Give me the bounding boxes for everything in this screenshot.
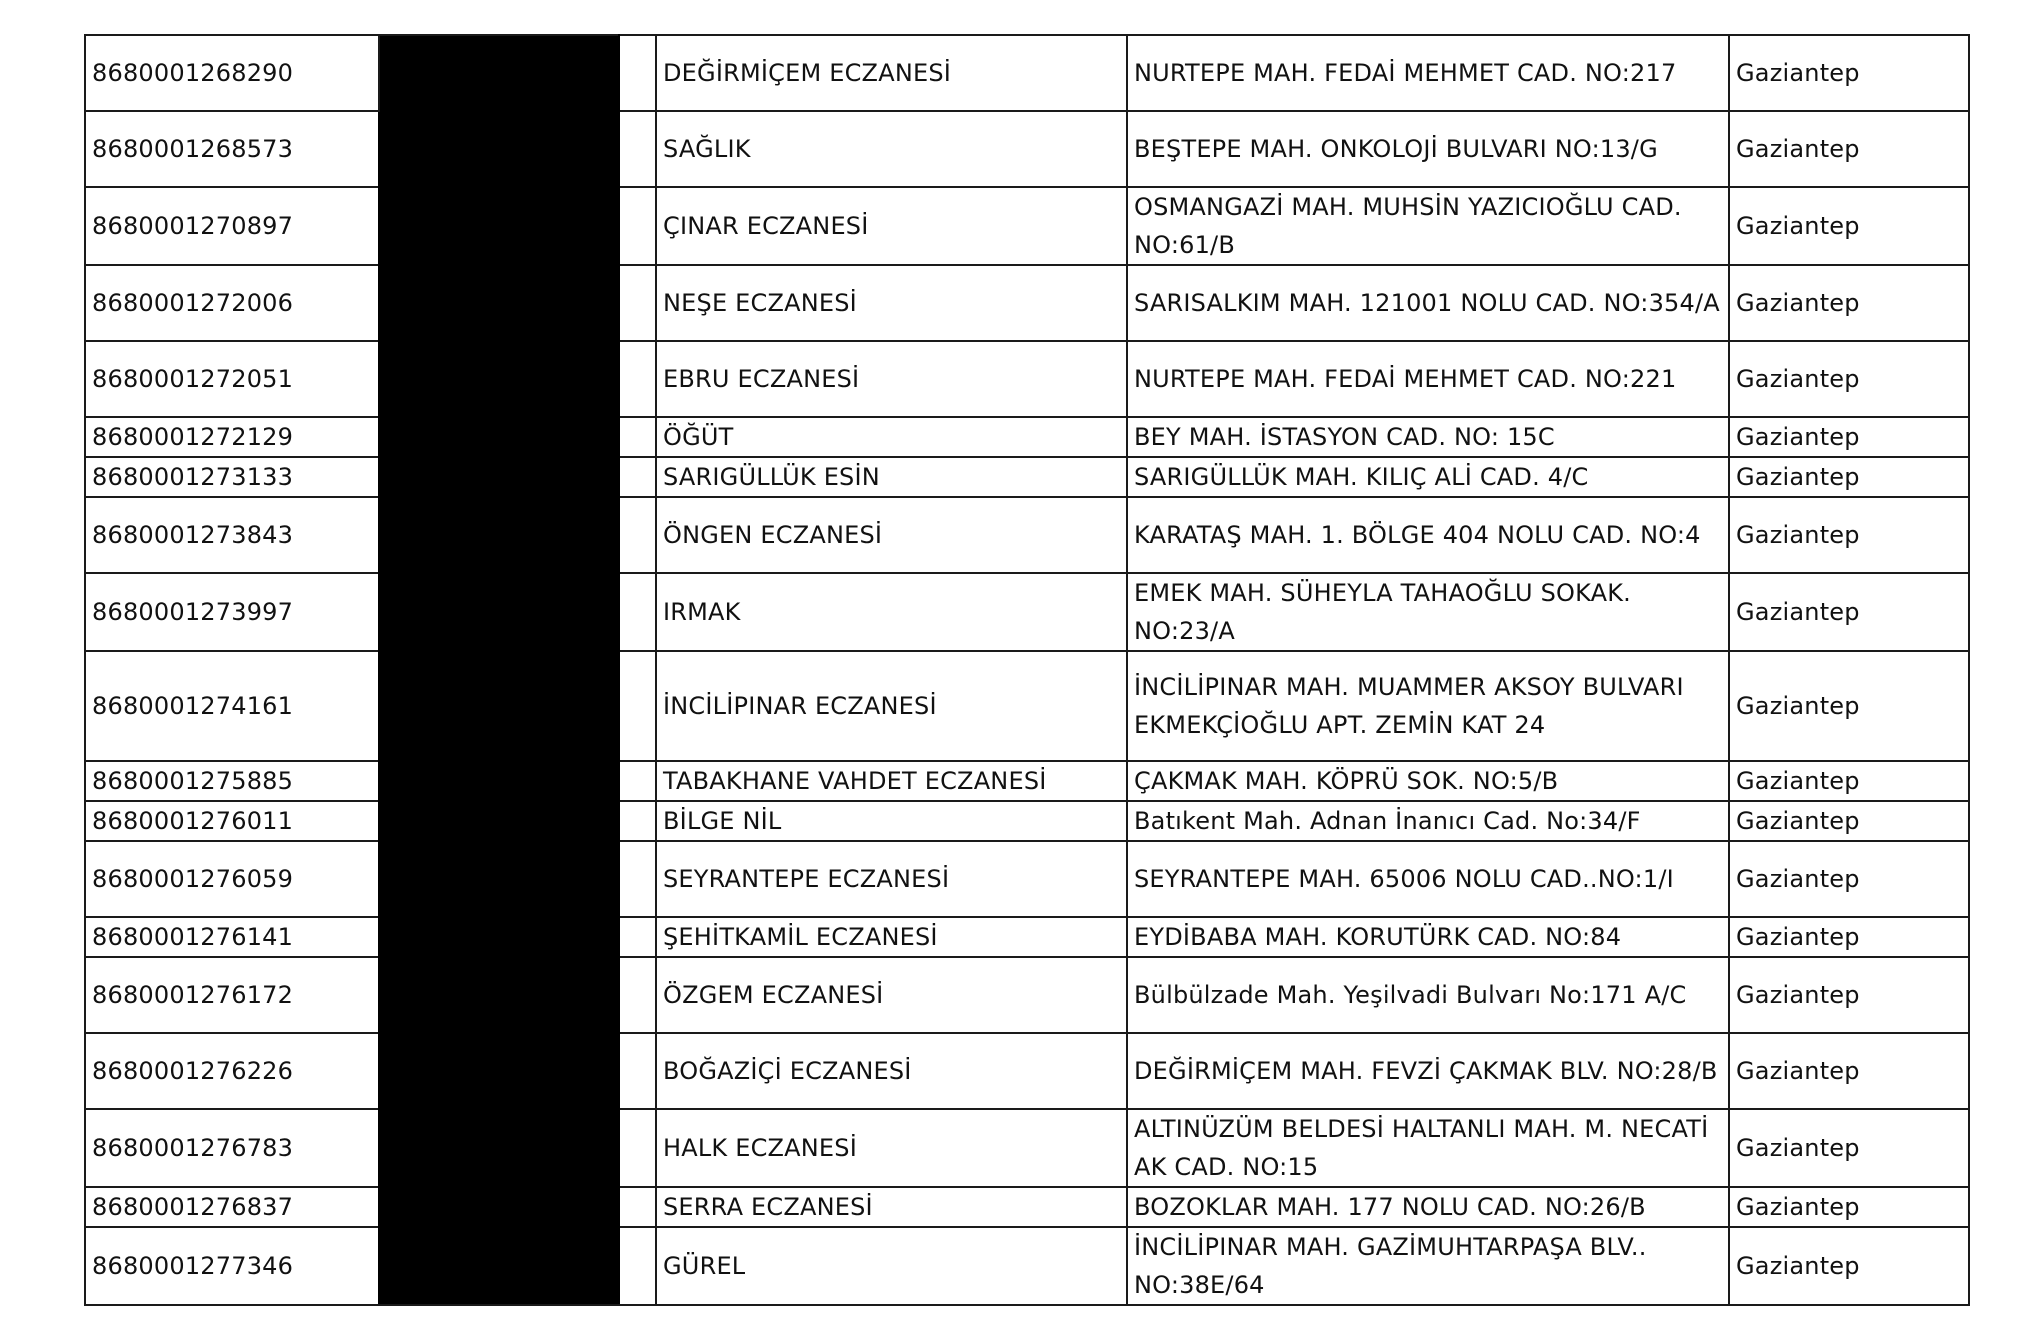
pharmacy-name-cell: ÖNGEN ECZANESİ	[656, 497, 1127, 573]
barcode-cell: 8680001275885	[85, 761, 379, 801]
city-cell: Gaziantep	[1729, 1187, 1969, 1227]
blank-cell	[619, 35, 656, 111]
address-cell: BEY MAH. İSTASYON CAD. NO: 15C	[1127, 417, 1729, 457]
table-row	[85, 187, 1969, 265]
city-cell: Gaziantep	[1729, 957, 1969, 1033]
city-cell: Gaziantep	[1729, 1227, 1969, 1305]
blank-cell	[619, 761, 656, 801]
blank-cell	[619, 265, 656, 341]
table-row	[85, 341, 1969, 417]
table-row	[85, 1227, 1969, 1305]
barcode-cell: 8680001272006	[85, 265, 379, 341]
city-cell: Gaziantep	[1729, 1109, 1969, 1187]
barcode-cell: 8680001276783	[85, 1109, 379, 1187]
table-row	[85, 265, 1969, 341]
barcode-cell: 8680001268290	[85, 35, 379, 111]
city-cell: Gaziantep	[1729, 917, 1969, 957]
pharmacy-name-cell: SARIGÜLLÜK ESİN	[656, 457, 1127, 497]
pharmacy-name-cell: GÜREL	[656, 1227, 1127, 1305]
pharmacy-table	[84, 34, 1970, 1306]
address-cell: SEYRANTEPE MAH. 65006 NOLU CAD..NO:1/I	[1127, 841, 1729, 917]
barcode-cell: 8680001276059	[85, 841, 379, 917]
blank-cell	[619, 1109, 656, 1187]
table-row	[85, 457, 1969, 497]
barcode-cell: 8680001276141	[85, 917, 379, 957]
barcode-cell: 8680001273133	[85, 457, 379, 497]
blank-cell	[619, 957, 656, 1033]
blank-cell	[619, 1033, 656, 1109]
address-cell: EMEK MAH. SÜHEYLA TAHAOĞLU SOKAK. NO:23/A	[1127, 573, 1729, 651]
table-row	[85, 1033, 1969, 1109]
barcode-cell: 8680001276837	[85, 1187, 379, 1227]
pharmacy-name-cell: SEYRANTEPE ECZANESİ	[656, 841, 1127, 917]
city-cell: Gaziantep	[1729, 573, 1969, 651]
blank-cell	[619, 917, 656, 957]
city-cell: Gaziantep	[1729, 187, 1969, 265]
table-row	[85, 841, 1969, 917]
address-cell: EYDİBABA MAH. KORUTÜRK CAD. NO:84	[1127, 917, 1729, 957]
address-cell: Bülbülzade Mah. Yeşilvadi Bulvarı No:171 A/C	[1127, 957, 1729, 1033]
city-cell: Gaziantep	[1729, 341, 1969, 417]
city-cell: Gaziantep	[1729, 457, 1969, 497]
address-cell: NURTEPE MAH. FEDAİ MEHMET CAD. NO:221	[1127, 341, 1729, 417]
pharmacy-name-cell: NEŞE ECZANESİ	[656, 265, 1127, 341]
table-row	[85, 761, 1969, 801]
barcode-cell: 8680001277346	[85, 1227, 379, 1305]
table-row	[85, 497, 1969, 573]
barcode-cell: 8680001270897	[85, 187, 379, 265]
address-cell: DEĞİRMİÇEM MAH. FEVZİ ÇAKMAK BLV. NO:28/B	[1127, 1033, 1729, 1109]
city-cell: Gaziantep	[1729, 265, 1969, 341]
barcode-cell: 8680001276172	[85, 957, 379, 1033]
address-cell: SARISALKIM MAH. 121001 NOLU CAD. NO:354/A	[1127, 265, 1729, 341]
blank-cell	[619, 1227, 656, 1305]
address-cell: İNCİLİPINAR MAH. MUAMMER AKSOY BULVARI EKMEKÇİOĞLU APT. ZEMİN KAT 24	[1127, 651, 1729, 761]
barcode-cell: 8680001276011	[85, 801, 379, 841]
pharmacy-name-cell: İNCİLİPINAR ECZANESİ	[656, 651, 1127, 761]
pharmacy-name-cell: SAĞLIK	[656, 111, 1127, 187]
city-cell: Gaziantep	[1729, 801, 1969, 841]
address-cell: SARIGÜLLÜK MAH. KILIÇ ALİ CAD. 4/C	[1127, 457, 1729, 497]
table-row	[85, 35, 1969, 111]
address-cell: OSMANGAZİ MAH. MUHSİN YAZICIOĞLU CAD. NO:61/B	[1127, 187, 1729, 265]
pharmacy-name-cell: DEĞİRMİÇEM ECZANESİ	[656, 35, 1127, 111]
pharmacy-name-cell: TABAKHANE VAHDET ECZANESİ	[656, 761, 1127, 801]
pharmacy-name-cell: BOĞAZİÇİ ECZANESİ	[656, 1033, 1127, 1109]
table-row	[85, 417, 1969, 457]
city-cell: Gaziantep	[1729, 497, 1969, 573]
table-row	[85, 651, 1969, 761]
pharmacy-name-cell: BİLGE NİL	[656, 801, 1127, 841]
city-cell: Gaziantep	[1729, 1033, 1969, 1109]
redacted-column	[379, 35, 619, 1305]
pharmacy-name-cell: ŞEHİTKAMİL ECZANESİ	[656, 917, 1127, 957]
address-cell: ALTINÜZÜM BELDESİ HALTANLI MAH. M. NECATİ AK CAD. NO:15	[1127, 1109, 1729, 1187]
pharmacy-table-container	[84, 34, 1968, 1306]
address-cell: KARATAŞ MAH. 1. BÖLGE 404 NOLU CAD. NO:4	[1127, 497, 1729, 573]
blank-cell	[619, 1187, 656, 1227]
address-cell: BEŞTEPE MAH. ONKOLOJİ BULVARI NO:13/G	[1127, 111, 1729, 187]
blank-cell	[619, 111, 656, 187]
pharmacy-name-cell: EBRU ECZANESİ	[656, 341, 1127, 417]
city-cell: Gaziantep	[1729, 841, 1969, 917]
pharmacy-table-body	[85, 35, 1969, 1305]
barcode-cell: 8680001272129	[85, 417, 379, 457]
address-cell: İNCİLİPINAR MAH. GAZİMUHTARPAŞA BLV.. NO:38E/64	[1127, 1227, 1729, 1305]
barcode-cell: 8680001276226	[85, 1033, 379, 1109]
table-row	[85, 1187, 1969, 1227]
pharmacy-name-cell: ÇINAR ECZANESİ	[656, 187, 1127, 265]
blank-cell	[619, 341, 656, 417]
blank-cell	[619, 801, 656, 841]
table-row	[85, 573, 1969, 651]
barcode-cell: 8680001274161	[85, 651, 379, 761]
barcode-cell: 8680001273997	[85, 573, 379, 651]
table-row	[85, 1109, 1969, 1187]
table-row	[85, 801, 1969, 841]
pharmacy-name-cell: ÖĞÜT	[656, 417, 1127, 457]
table-row	[85, 111, 1969, 187]
city-cell: Gaziantep	[1729, 761, 1969, 801]
blank-cell	[619, 187, 656, 265]
blank-cell	[619, 497, 656, 573]
address-cell: Batıkent Mah. Adnan İnanıcı Cad. No:34/F	[1127, 801, 1729, 841]
pharmacy-name-cell: HALK ECZANESİ	[656, 1109, 1127, 1187]
blank-cell	[619, 651, 656, 761]
pharmacy-name-cell: SERRA ECZANESİ	[656, 1187, 1127, 1227]
city-cell: Gaziantep	[1729, 35, 1969, 111]
blank-cell	[619, 573, 656, 651]
table-row	[85, 917, 1969, 957]
city-cell: Gaziantep	[1729, 417, 1969, 457]
blank-cell	[619, 417, 656, 457]
address-cell: NURTEPE MAH. FEDAİ MEHMET CAD. NO:217	[1127, 35, 1729, 111]
barcode-cell: 8680001272051	[85, 341, 379, 417]
table-row	[85, 957, 1969, 1033]
pharmacy-name-cell: IRMAK	[656, 573, 1127, 651]
address-cell: BOZOKLAR MAH. 177 NOLU CAD. NO:26/B	[1127, 1187, 1729, 1227]
blank-cell	[619, 457, 656, 497]
barcode-cell: 8680001268573	[85, 111, 379, 187]
address-cell: ÇAKMAK MAH. KÖPRÜ SOK. NO:5/B	[1127, 761, 1729, 801]
pharmacy-name-cell: ÖZGEM ECZANESİ	[656, 957, 1127, 1033]
barcode-cell: 8680001273843	[85, 497, 379, 573]
city-cell: Gaziantep	[1729, 651, 1969, 761]
city-cell: Gaziantep	[1729, 111, 1969, 187]
blank-cell	[619, 841, 656, 917]
